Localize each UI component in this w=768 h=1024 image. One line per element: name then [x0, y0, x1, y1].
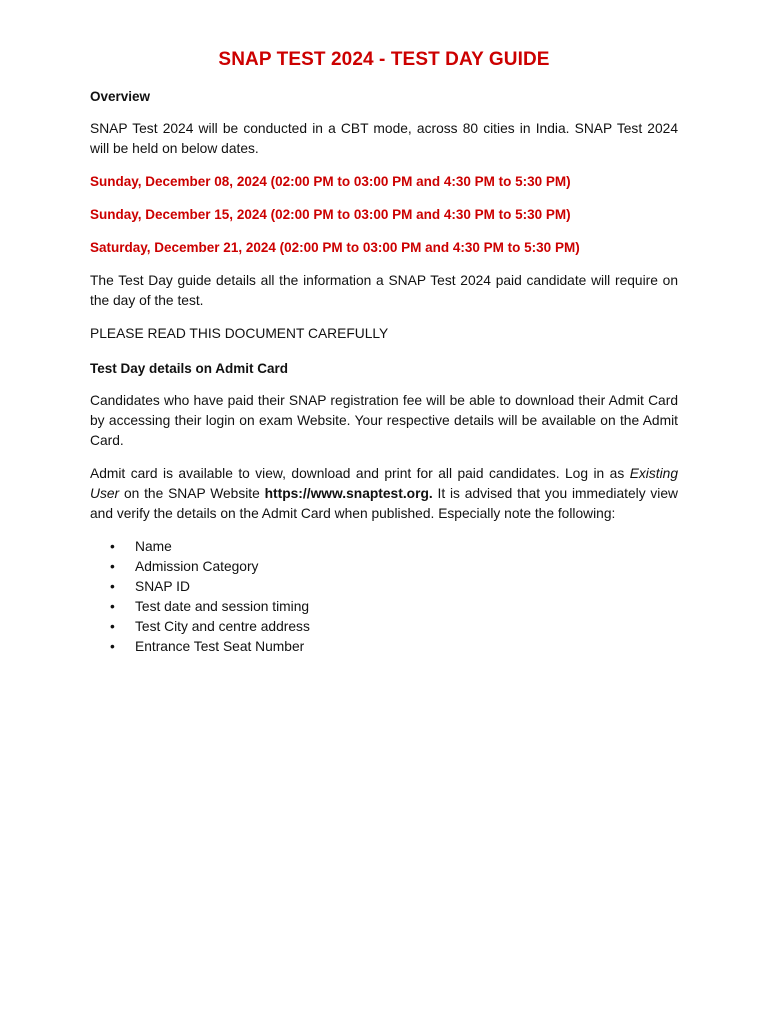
admit-view-part1: Admit card is available to view, download and print for all paid candidates. Log in as [90, 466, 630, 481]
overview-heading: Overview [90, 89, 151, 104]
list-item: • Entrance Test Seat Number [110, 637, 678, 657]
test-date-2: Sunday, December 15, 2024 (02:00 PM to 03:00 PM and 4:30 PM to 5:30 PM) [90, 207, 571, 222]
list-item: • Test City and centre address [110, 617, 678, 637]
guide-text: The Test Day guide details all the information a SNAP Test 2024 paid candidate will require on the day of the test. [90, 273, 678, 308]
notice-text: PLEASE READ THIS DOCUMENT CAREFULLY [90, 326, 389, 341]
test-date-1: Sunday, December 08, 2024 (02:00 PM to 03:00 PM and 4:30 PM to 5:30 PM) [90, 174, 571, 189]
list-item: • Name [110, 537, 678, 557]
snap-website-link[interactable]: https://www.snaptest.org. [264, 486, 433, 501]
list-item: • Admission Category [110, 557, 678, 577]
overview-text: SNAP Test 2024 will be conducted in a CBT mode, across 80 cities in India. SNAP Test 2024 will be held on below dates. [90, 121, 678, 156]
document-title: SNAP TEST 2024 - TEST DAY GUIDE [218, 49, 550, 70]
list-item: • Test date and session timing [110, 597, 678, 617]
admit-card-text: Candidates who have paid their SNAP registration fee will be able to download their Admit Card by accessing their login on exam Website. Your respective details will be available on the Admit Card. [90, 393, 678, 448]
admit-view-text [90, 464, 678, 524]
admit-view-part3: It is advised that you immediately view and verify the details on the Admit Card when published. Especially note the following: [90, 486, 678, 521]
admit-card-details-list [90, 537, 678, 657]
existing-user-text: Existing User [90, 466, 678, 501]
admit-card-heading: Test Day details on Admit Card [90, 361, 289, 376]
admit-view-part2: on the SNAP Website [119, 486, 265, 501]
list-item: • SNAP ID [110, 577, 678, 597]
test-date-3: Saturday, December 21, 2024 (02:00 PM to 03:00 PM and 4:30 PM to 5:30 PM) [90, 240, 580, 255]
